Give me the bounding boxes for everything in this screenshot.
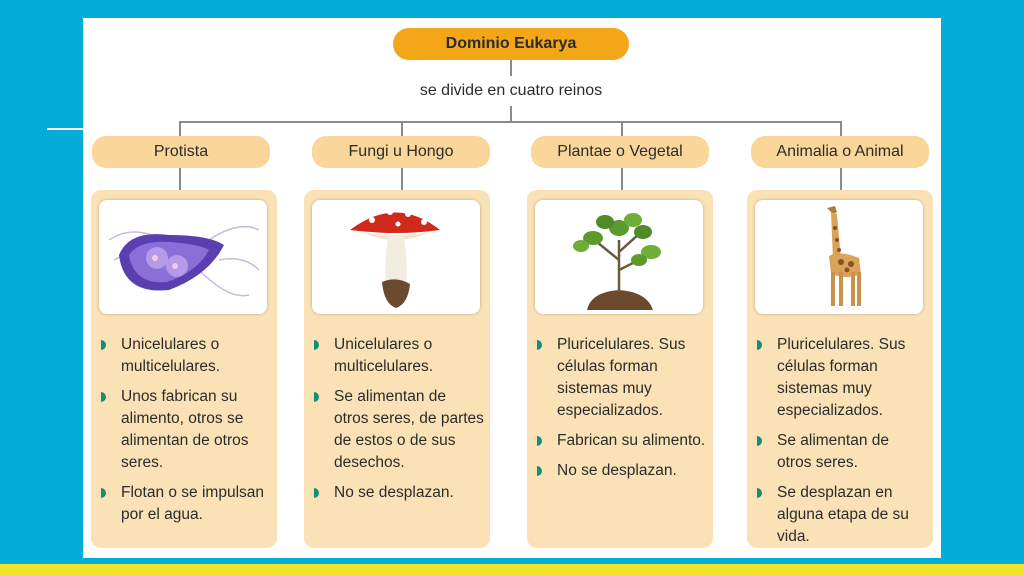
bullet-icon xyxy=(757,436,762,446)
bullet-icon xyxy=(537,436,542,446)
trait-item xyxy=(747,334,933,422)
trait-text: Fabrican su alimento. xyxy=(557,432,706,449)
trait-item xyxy=(91,482,277,526)
trait-text: No se desplazan. xyxy=(557,462,677,479)
kingdom-card-animalia xyxy=(747,190,933,548)
trait-item xyxy=(91,334,277,378)
connector-card-3 xyxy=(621,168,623,190)
kingdom-pill-protista: Protista xyxy=(92,136,270,168)
connector-card-4 xyxy=(840,168,842,190)
traits-fungi xyxy=(304,334,490,512)
trait-text: Unicelulares o multicelulares. xyxy=(121,336,221,375)
kingdom-pill-animalia: Animalia o Animal xyxy=(751,136,929,168)
bullet-icon xyxy=(757,488,762,498)
trait-item xyxy=(527,334,713,422)
connector-drop-1 xyxy=(179,121,181,136)
domain-title: Dominio Eukarya xyxy=(393,28,629,60)
connector-horizontal xyxy=(179,121,842,123)
kingdom-card-protista xyxy=(91,190,277,548)
accent-line xyxy=(47,128,85,130)
bullet-icon xyxy=(314,340,319,350)
trait-item xyxy=(527,430,713,452)
connector-drop-2 xyxy=(401,121,403,136)
trait-text: Unos fabrican su alimento, otros se alimentan de otros seres. xyxy=(121,388,249,471)
bullet-icon xyxy=(537,340,542,350)
trait-text: Pluricelulares. Sus células forman sistemas muy especializados. xyxy=(777,336,906,419)
kingdom-pill-plantae: Plantae o Vegetal xyxy=(531,136,709,168)
trait-text: Flotan o se impulsan por el agua. xyxy=(121,484,265,523)
mushroom-icon xyxy=(312,200,480,314)
bullet-icon xyxy=(537,466,542,476)
trait-item xyxy=(747,482,933,548)
protist-icon xyxy=(99,200,267,314)
connector-card-1 xyxy=(179,168,181,190)
trait-item xyxy=(304,334,490,378)
bullet-icon xyxy=(101,340,106,350)
trait-item xyxy=(304,482,490,504)
connector-card-2 xyxy=(401,168,403,190)
kingdom-card-plantae xyxy=(527,190,713,548)
trait-text: Se alimentan de otros seres, de partes de estos o de sus desechos. xyxy=(334,388,484,471)
connector-title xyxy=(510,60,512,76)
trait-text: Se desplazan en alguna etapa de su vida. xyxy=(777,484,909,545)
bottom-bar xyxy=(0,564,1024,576)
bullet-icon xyxy=(314,392,319,402)
trait-text: Unicelulares o multicelulares. xyxy=(334,336,434,375)
bullet-icon xyxy=(101,488,106,498)
trait-item xyxy=(304,386,490,474)
trait-text: Se alimentan de otros seres. xyxy=(777,432,890,471)
giraffe-icon xyxy=(755,200,923,314)
connector-subtitle xyxy=(510,106,512,122)
bullet-icon xyxy=(314,488,319,498)
connector-drop-4 xyxy=(840,121,842,136)
connector-drop-3 xyxy=(621,121,623,136)
trait-text: Pluricelulares. Sus células forman sistemas muy especializados. xyxy=(557,336,686,419)
trait-item xyxy=(91,386,277,474)
trait-item xyxy=(527,460,713,482)
traits-plantae xyxy=(527,334,713,490)
plant-icon xyxy=(535,200,703,314)
slide xyxy=(83,18,941,558)
traits-animalia xyxy=(747,334,933,556)
kingdom-pill-fungi: Fungi u Hongo xyxy=(312,136,490,168)
subtitle: se divide en cuatro reinos xyxy=(419,82,603,99)
trait-text: No se desplazan. xyxy=(334,484,454,501)
kingdom-card-fungi xyxy=(304,190,490,548)
bullet-icon xyxy=(757,340,762,350)
trait-item xyxy=(747,430,933,474)
bullet-icon xyxy=(101,392,106,402)
traits-protista xyxy=(91,334,277,534)
